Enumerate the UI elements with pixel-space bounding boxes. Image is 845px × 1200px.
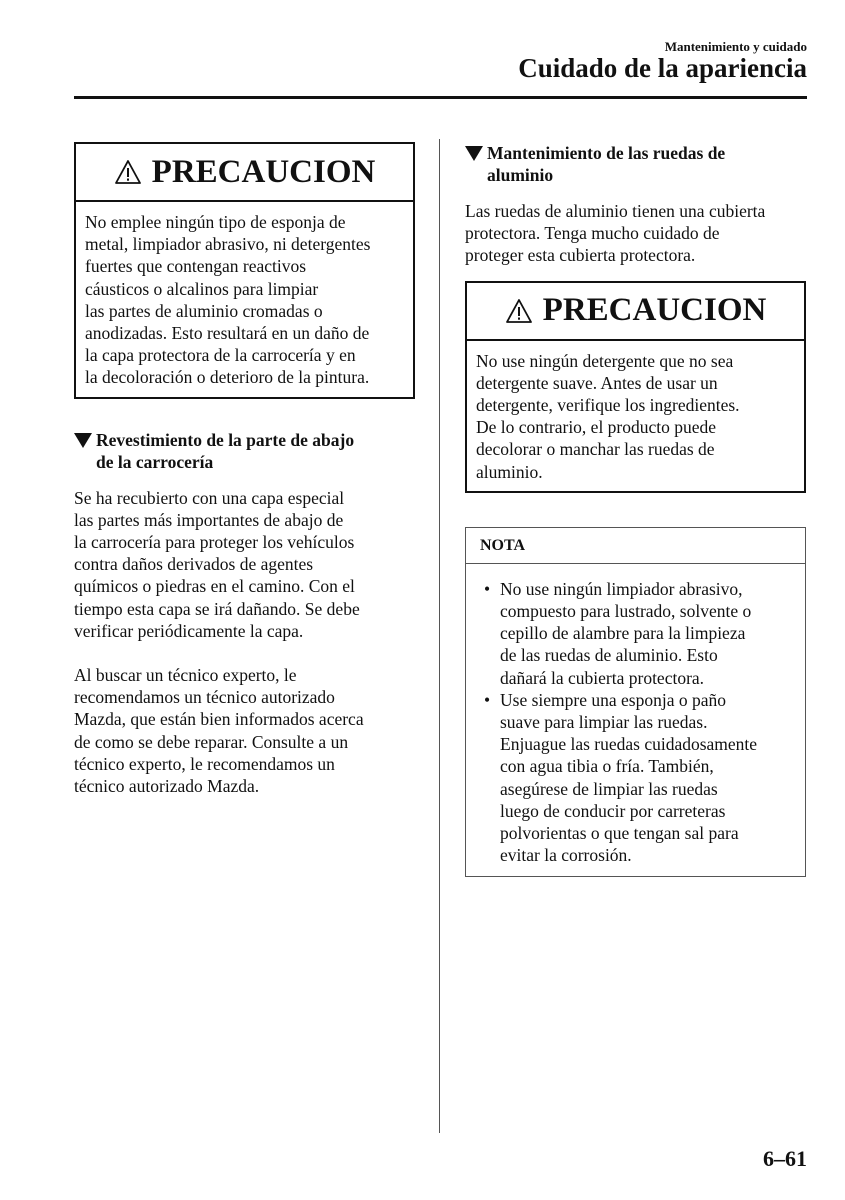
note-body bbox=[466, 564, 805, 877]
note-line: No use ningún limpiador abrasivo, bbox=[500, 578, 743, 599]
paragraph-line: técnico autorizado Mazda. bbox=[74, 776, 260, 797]
column-divider bbox=[439, 139, 440, 1133]
right-column bbox=[465, 142, 806, 877]
warning-line: De lo contrario, el producto puede bbox=[476, 417, 717, 438]
note-line: dañará la cubierta protectora. bbox=[500, 667, 705, 688]
paragraph-line: Las ruedas de aluminio tienen una cubierta bbox=[465, 201, 766, 221]
section-heading bbox=[465, 142, 806, 186]
bullet: • bbox=[484, 689, 491, 710]
warning-text bbox=[76, 202, 413, 397]
paragraph-line: las partes más importantes de abajo de bbox=[74, 509, 344, 530]
paragraph-line: la carrocería para proteger los vehículos bbox=[74, 532, 355, 553]
warning-line: la decoloración o deterioro de la pintura. bbox=[85, 367, 370, 388]
warning-text bbox=[467, 341, 804, 491]
warning-line: cáusticos o alcalinos para limpiar bbox=[85, 278, 319, 299]
paragraph-line: recomendamos un técnico autorizado bbox=[74, 687, 335, 708]
page-number: 6–61 bbox=[763, 1146, 807, 1171]
bullet: • bbox=[484, 578, 491, 599]
note-line: suave para limpiar las ruedas. bbox=[500, 712, 708, 733]
note-line: Enjuague las ruedas cuidadosamente bbox=[500, 734, 758, 755]
paragraph-line: protectora. Tenga mucho cuidado de bbox=[465, 223, 720, 244]
section-heading-line: Mantenimiento de las ruedas de bbox=[487, 143, 726, 163]
note-line: luego de conducir por carreteras bbox=[500, 800, 726, 821]
paragraph bbox=[74, 487, 415, 642]
paragraph-line: proteger esta cubierta protectora. bbox=[465, 245, 696, 266]
paragraph-line: verificar periódicamente la capa. bbox=[74, 620, 304, 641]
header-section-label: Mantenimiento y cuidado bbox=[664, 39, 807, 54]
note-item bbox=[480, 689, 793, 867]
warning-line: metal, limpiador abrasivo, ni detergentes bbox=[85, 234, 371, 255]
warning-line: las partes de aluminio cromadas o bbox=[85, 300, 323, 321]
warning-line: la capa protectora de la carrocería y en bbox=[85, 345, 356, 366]
paragraph-line: técnico experto, le recomendamos un bbox=[74, 753, 335, 774]
section-heading-line: Revestimiento de la parte de abajo bbox=[96, 429, 355, 450]
note-item bbox=[480, 578, 793, 689]
warning-line: No emplee ningún tipo de esponja de bbox=[85, 212, 346, 232]
paragraph-line: Se ha recubierto con una capa especial bbox=[74, 487, 345, 508]
warning-line: detergente, verifique los ingredientes. bbox=[476, 395, 740, 416]
warning-line: anodizadas. Esto resultará en un daño de bbox=[85, 323, 370, 344]
warning-line: No use ningún detergente que no sea bbox=[476, 350, 734, 371]
paragraph bbox=[74, 664, 415, 797]
note-box bbox=[465, 527, 806, 878]
note-title: NOTA bbox=[466, 528, 805, 564]
note-line: polvorientas o que tengan sal para bbox=[500, 823, 739, 844]
warning-line: fuertes que contengan reactivos bbox=[85, 256, 307, 277]
paragraph-line: Al buscar un técnico experto, le bbox=[74, 665, 297, 686]
warning-line: aluminio. bbox=[476, 461, 543, 482]
section-heading-line: aluminio bbox=[487, 165, 554, 185]
note-line: Use siempre una esponja o paño bbox=[500, 689, 726, 710]
paragraph-line: Mazda, que están bien informados acerca bbox=[74, 709, 364, 730]
header-rule bbox=[74, 96, 807, 99]
warning-title: PRECAUCION bbox=[542, 292, 767, 329]
left-column bbox=[74, 142, 415, 797]
section-marker-icon bbox=[74, 433, 92, 448]
warning-box bbox=[465, 281, 806, 493]
section-heading bbox=[74, 429, 415, 473]
warning-line: decolorar o manchar las ruedas de bbox=[476, 439, 715, 460]
paragraph-line: químicos o piedras en el camino. Con el bbox=[74, 576, 355, 597]
paragraph-line: de como se debe reparar. Consulte a un bbox=[74, 731, 349, 752]
page-title: Cuidado de la apariencia bbox=[518, 53, 807, 83]
warning-title: PRECAUCION bbox=[151, 153, 376, 190]
warning-triangle-icon bbox=[114, 159, 142, 185]
paragraph-line: tiempo esta capa se irá dañando. Se debe bbox=[74, 598, 360, 619]
note-line: compuesto para lustrado, solvente o bbox=[500, 601, 752, 622]
warning-triangle-icon bbox=[505, 298, 533, 324]
paragraph-line: contra daños derivados de agentes bbox=[74, 554, 314, 575]
note-line: con agua tibia o fría. También, bbox=[500, 756, 714, 777]
warning-line: detergente suave. Antes de usar un bbox=[476, 372, 718, 393]
note-line: evitar la corrosión. bbox=[500, 845, 632, 866]
warning-box bbox=[74, 142, 415, 399]
note-line: cepillo de alambre para la limpieza bbox=[500, 623, 746, 644]
note-line: asegúrese de limpiar las ruedas bbox=[500, 778, 718, 799]
paragraph bbox=[465, 200, 806, 267]
warning-header bbox=[76, 144, 413, 202]
note-line: de las ruedas de aluminio. Esto bbox=[500, 645, 718, 666]
warning-header bbox=[467, 283, 804, 341]
section-marker-icon bbox=[465, 146, 483, 161]
section-heading-line: de la carrocería bbox=[96, 451, 214, 472]
